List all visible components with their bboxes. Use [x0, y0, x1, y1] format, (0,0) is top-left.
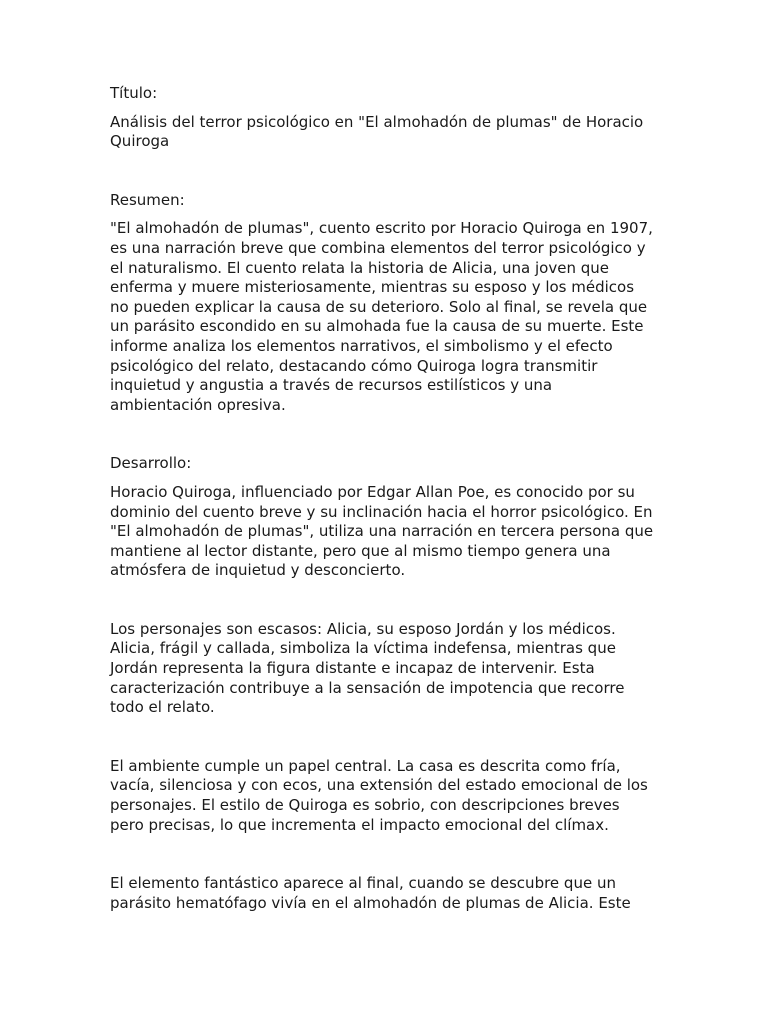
development-label: Desarrollo: — [110, 454, 192, 473]
development-paragraph-4: El elemento fantástico aparece al final, cuando se descubre que un parásito hematófago vivía en el almohadón de plumas de Alicia. Este — [110, 874, 631, 912]
development-paragraph-1: Horacio Quiroga, influenciado por Edgar Allan Poe, es conocido por su dominio del cuento breve y su inclinación hacia el horror psicológico. En "El almohadón de plumas", utiliza una narración en tercera persona que mantiene al lector distante, pero que al mismo tiempo genera una atmósfera de inquietud y desconcierto. — [110, 482, 654, 580]
development-paragraph-2: Los personajes son escasos: Alicia, su esposo Jordán y los médicos. Alicia, frágil y callada, simboliza la víctima indefensa, mientras que Jordán representa la figura distante e incapaz de intervenir. Esta caracterización contribuye a la sensación de impotencia que recorre todo el relato. — [110, 619, 625, 717]
document-page — [110, 84, 655, 913]
summary-paragraph: "El almohadón de plumas", cuento escrito por Horacio Quiroga en 1907, es una narración breve que combina elementos del terror psicológico y el naturalismo. El cuento relata la historia de Alicia, una joven que enferma y muere misteriosamente, mientras su esposo y los médicos no pueden explicar la causa de su deterioro. Solo al final, se revela que un parásito escondido en su almohada fue la causa de su muerte. Este informe analiza los elementos narrativos, el simbolismo y el efecto psicológico del relato, destacando cómo Quiroga logra transmitir inquietud y angustia a través de recursos estilísticos y una ambientación opresiva. — [110, 219, 653, 414]
summary-label: Resumen: — [110, 190, 185, 209]
development-paragraph-3: El ambiente cumple un papel central. La casa es descrita como fría, vacía, silenciosa y con ecos, una extensión del estado emocional de los personajes. El estilo de Quiroga es sobrio, con descripciones breves pero precisas, lo que incrementa el impacto emocional del clímax. — [110, 756, 648, 834]
title-label: Título: — [110, 84, 158, 102]
document-title: Análisis del terror psicológico en "El almohadón de plumas" de Horacio Quiroga — [110, 112, 644, 151]
